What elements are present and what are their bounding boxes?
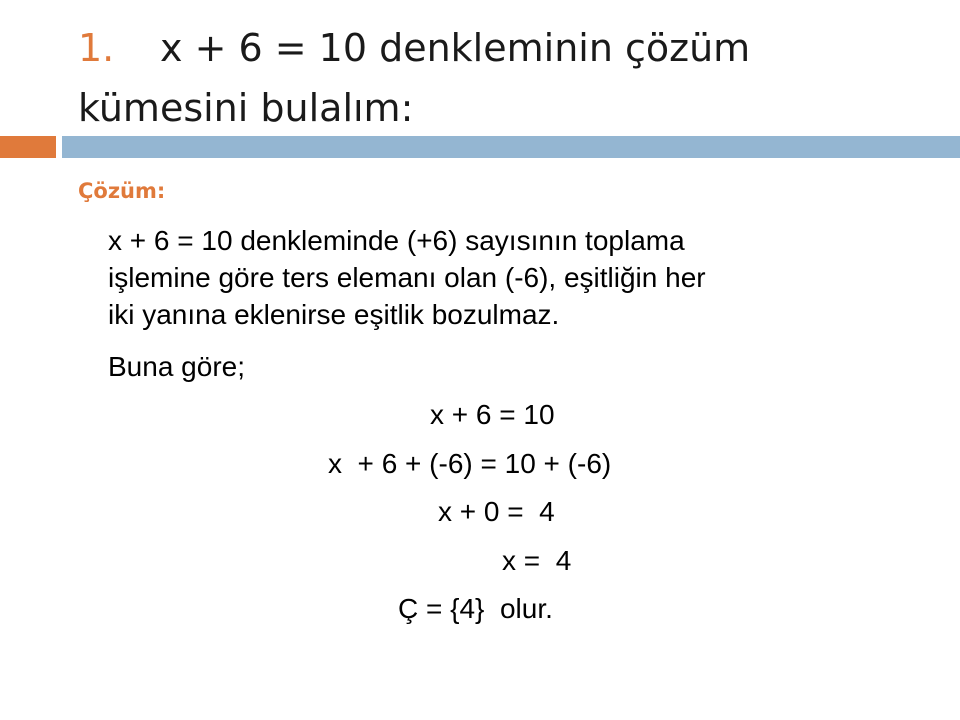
title-line-1 [78,18,938,78]
title-text-line-1: x + 6 = 10 denkleminin çözüm [160,26,751,70]
equation-line: x = 4 [502,545,572,576]
equation-line: x + 0 = 4 [438,496,555,527]
explanation-line: iki yanına eklenirse eşitlik bozulmaz. [108,299,560,330]
explanation-line: işlemine göre ters elemanı olan (-6), eşitliğin her [108,262,706,293]
equation-line: x + 6 + (-6) = 10 + (-6) [328,448,612,479]
title-text-line-2: kümesini bulalım: [78,86,414,130]
accent-bar-orange [0,136,56,158]
explanation-line: x + 6 = 10 denkleminde (+6) sayısının toplama [108,225,685,256]
explanation-paragraph [108,222,908,333]
intro-text: Buna göre; [108,351,245,382]
accent-bar-blue [62,136,960,158]
solution-label: Çözüm: [78,179,166,203]
problem-number: 1. [78,26,115,70]
slide-title [78,18,938,138]
equation-line: x + 6 = 10 [430,399,555,430]
solution-set: Ç = {4} olur. [398,593,553,624]
